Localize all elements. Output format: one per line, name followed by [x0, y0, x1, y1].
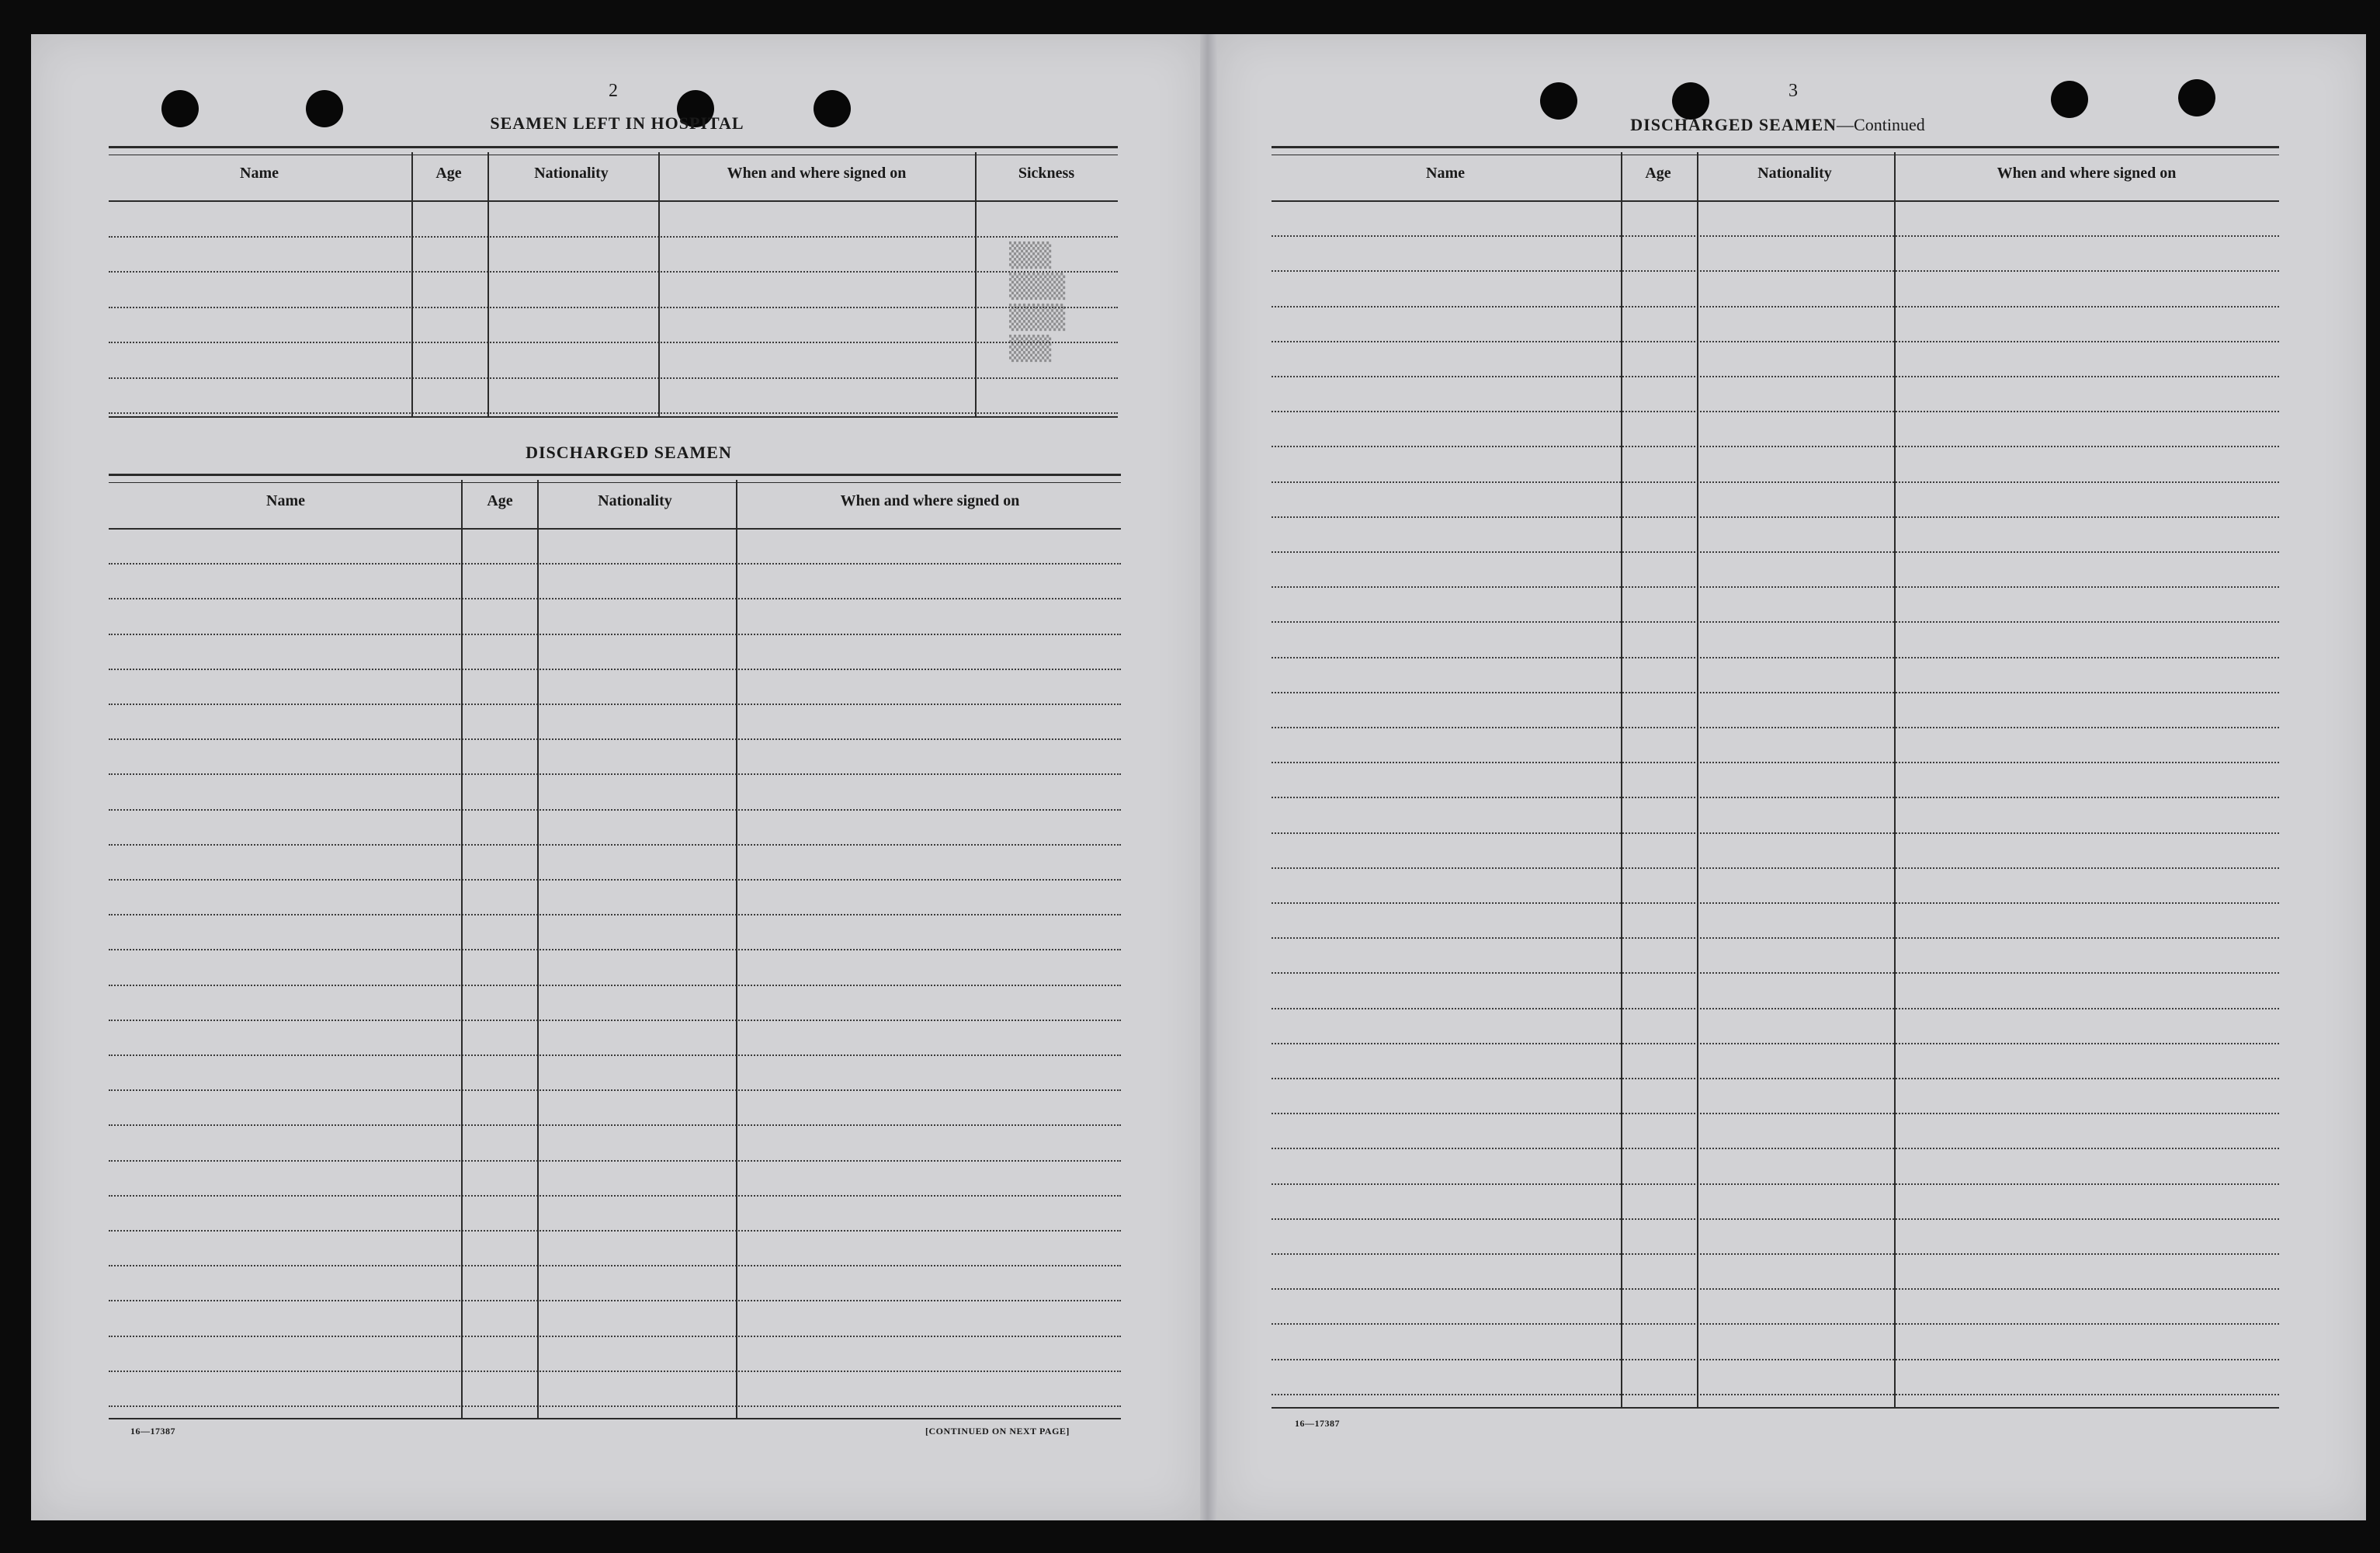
- entry-line: [1272, 657, 2279, 658]
- entry-line: [1272, 1183, 2279, 1185]
- entry-line: [109, 809, 1121, 811]
- entry-line: [1272, 1043, 2279, 1044]
- entry-line: [109, 1195, 1121, 1197]
- column-header: Name: [266, 492, 305, 509]
- entry-line: [1272, 446, 2279, 447]
- entry-line: [109, 377, 1118, 379]
- continued-note: [CONTINUED ON NEXT PAGE]: [925, 1426, 1070, 1437]
- column-divider: [975, 152, 977, 416]
- entry-line: [109, 1336, 1121, 1337]
- entry-line: [1272, 306, 2279, 307]
- form-number: 16—17387: [1295, 1418, 1340, 1429]
- entry-line: [1272, 1394, 2279, 1395]
- entry-line: [109, 914, 1121, 915]
- column-divider: [461, 480, 463, 1418]
- entry-line: [109, 412, 1118, 414]
- entry-line: [109, 773, 1121, 775]
- entry-line: [1272, 621, 2279, 623]
- entry-line: [109, 307, 1118, 308]
- column-header: Age: [435, 165, 462, 182]
- discharged-continued-title: [1584, 115, 1972, 135]
- column-divider: [487, 152, 489, 416]
- entry-line: [1272, 411, 2279, 412]
- entry-line: [109, 563, 1121, 565]
- entry-line: [109, 1089, 1121, 1091]
- punch-hole: [1540, 82, 1577, 120]
- entry-line: [1272, 902, 2279, 904]
- page-number: 3: [1788, 81, 1798, 101]
- entry-line: [1272, 1078, 2279, 1079]
- punch-hole: [161, 90, 199, 127]
- column-divider: [736, 480, 737, 1418]
- column-header: Sickness: [1018, 165, 1075, 182]
- title-main: DISCHARGED SEAMEN: [1630, 115, 1837, 134]
- column-header: Name: [1426, 165, 1465, 182]
- column-divider: [1621, 152, 1622, 1407]
- entry-line: [109, 669, 1121, 670]
- column-header: Nationality: [1757, 165, 1832, 182]
- table-bottom-rule: [1272, 1407, 2279, 1409]
- table-bottom-rule: [109, 416, 1118, 418]
- column-divider: [411, 152, 413, 416]
- entry-line: [109, 704, 1121, 705]
- table-top-rule: [109, 474, 1121, 483]
- title-suffix: —Continued: [1837, 115, 1925, 134]
- entry-line: [1272, 376, 2279, 377]
- header-underline: [1272, 200, 2279, 202]
- hospital-section-title: SEAMEN LEFT IN HOSPITAL: [490, 113, 744, 133]
- entry-line: [1272, 727, 2279, 728]
- table-top-rule: [109, 146, 1118, 155]
- entry-line: [1272, 1323, 2279, 1325]
- entry-line: [109, 738, 1121, 740]
- entry-line: [109, 1054, 1121, 1056]
- column-header: Age: [1645, 165, 1671, 182]
- entry-line: [1272, 1113, 2279, 1114]
- entry-line: [109, 879, 1121, 881]
- column-header: Nationality: [598, 492, 672, 509]
- entry-line: [1272, 762, 2279, 763]
- punch-hole: [2051, 81, 2088, 118]
- column-divider: [1894, 152, 1896, 1407]
- entry-line: [1272, 1253, 2279, 1255]
- entry-line: [109, 1300, 1121, 1301]
- entry-line: [1272, 1218, 2279, 1220]
- table-top-rule: [1272, 146, 2279, 155]
- entry-line: [1272, 1148, 2279, 1149]
- entry-line: [1272, 1288, 2279, 1290]
- discharged-section-title: DISCHARGED SEAMEN: [526, 443, 732, 462]
- entry-line: [1272, 551, 2279, 553]
- entry-line: [1272, 270, 2279, 272]
- punch-hole: [2178, 79, 2215, 116]
- page-fold: [1200, 34, 1217, 1520]
- column-header: When and where signed on: [840, 492, 1020, 509]
- entry-line: [1272, 867, 2279, 869]
- header-underline: [109, 528, 1121, 530]
- entry-line: [109, 949, 1121, 950]
- entry-line: [1272, 341, 2279, 342]
- entry-line: [1272, 516, 2279, 518]
- column-divider: [537, 480, 539, 1418]
- entry-line: [1272, 586, 2279, 588]
- entry-line: [1272, 832, 2279, 834]
- entry-line: [109, 1405, 1121, 1407]
- column-header: Age: [487, 492, 513, 509]
- entry-line: [109, 1160, 1121, 1162]
- column-divider: [658, 152, 660, 416]
- table-bottom-rule: [109, 1418, 1121, 1419]
- entry-line: [1272, 1008, 2279, 1009]
- entry-line: [109, 1124, 1121, 1126]
- column-header: When and where signed on: [1997, 165, 2177, 182]
- column-header: When and where signed on: [727, 165, 907, 182]
- entry-line: [109, 634, 1121, 635]
- entry-line: [109, 844, 1121, 846]
- column-header: Nationality: [534, 165, 609, 182]
- entry-line: [109, 236, 1118, 238]
- page-number: 2: [609, 81, 618, 101]
- punch-hole: [1672, 82, 1709, 120]
- entry-line: [1272, 972, 2279, 974]
- form-number: 16—17387: [130, 1426, 175, 1437]
- column-divider: [1697, 152, 1698, 1407]
- entry-line: [109, 1020, 1121, 1021]
- entry-line: [109, 342, 1118, 343]
- column-header: Name: [240, 165, 279, 182]
- entry-line: [109, 1230, 1121, 1232]
- entry-line: [1272, 692, 2279, 693]
- entry-line: [1272, 235, 2279, 237]
- right-page: [1217, 34, 2366, 1520]
- entry-line: [109, 598, 1121, 599]
- entry-line: [109, 271, 1118, 273]
- stamp-impression: ▒▒▒ ▒▒▒▒ ▒▒▒▒ ▒▒▒: [1009, 242, 1066, 363]
- entry-line: [109, 1265, 1121, 1266]
- punch-hole: [306, 90, 343, 127]
- entry-line: [1272, 481, 2279, 483]
- entry-line: [1272, 797, 2279, 798]
- entry-line: [1272, 937, 2279, 939]
- entry-line: [1272, 1359, 2279, 1360]
- entry-line: [109, 985, 1121, 986]
- punch-hole: [814, 90, 851, 127]
- header-underline: [109, 200, 1118, 202]
- entry-line: [109, 1371, 1121, 1372]
